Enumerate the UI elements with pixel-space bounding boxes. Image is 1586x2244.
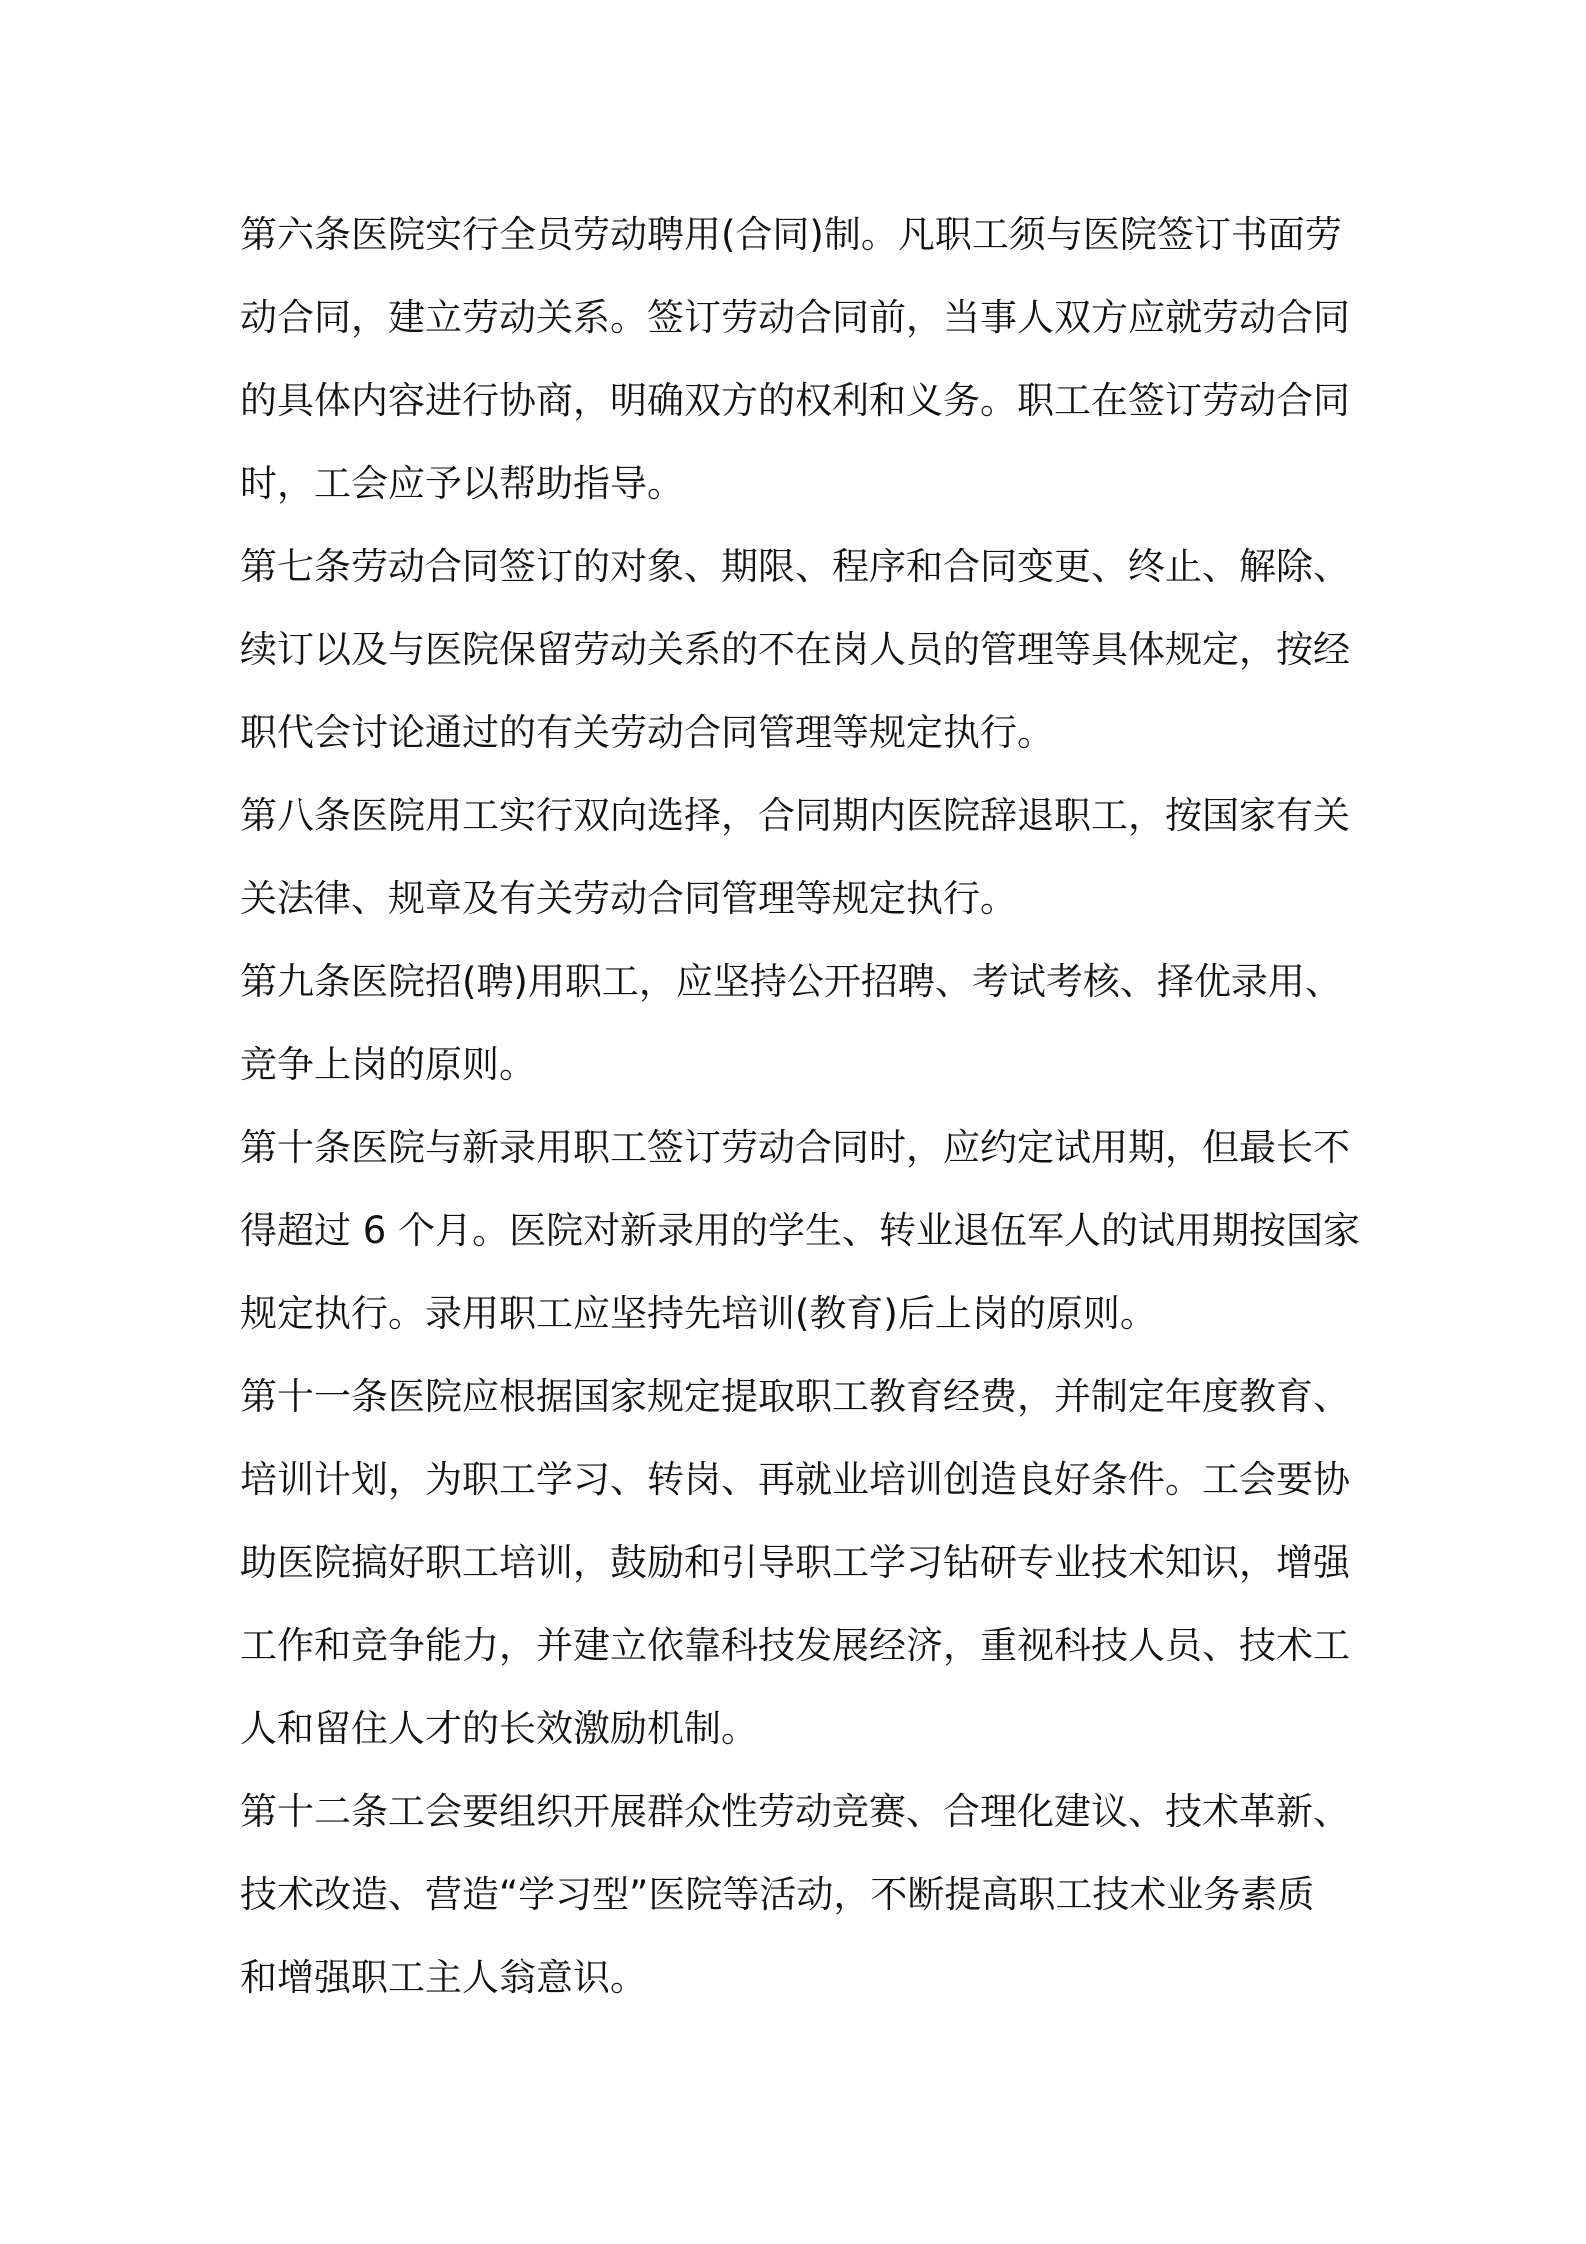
text-line: 关法律、规章及有关劳动合同管理等规定执行。 (240, 877, 1017, 920)
text-line: 工作和竞争能力，并建立依靠科技发展经济，重视科技人员、技术工 (240, 1624, 1350, 1667)
text-line: 续订以及与医院保留劳动关系的不在岗人员的管理等具体规定，按经 (240, 628, 1350, 671)
text-line: 技术改造、营造“学习型”医院等活动，不断提高职工技术业务素质 (240, 1873, 1315, 1916)
text-line: 的具体内容进行协商，明确双方的权利和义务。职工在签订劳动合同 (240, 379, 1350, 422)
text-line: 规定执行。录用职工应坚持先培训(教育)后上岗的原则。 (240, 1292, 1157, 1335)
document-body (240, 193, 1360, 2019)
text-line: 人和留住人才的长效激励机制。 (240, 1707, 758, 1750)
text-line: 竞争上岗的原则。 (240, 1043, 536, 1086)
text-line: 得超过 6 个月。医院对新录用的学生、转业退伍军人的试用期按国家 (240, 1209, 1360, 1252)
text-line: 职代会讨论通过的有关劳动合同管理等规定执行。 (240, 711, 1054, 754)
text-line: 第九条医院招(聘)用职工，应坚持公开招聘、考试考核、择优录用、 (240, 960, 1342, 1003)
text-line: 助医院搞好职工培训，鼓励和引导职工学习钻研专业技术知识，增强 (240, 1541, 1350, 1584)
text-line: 第十二条工会要组织开展群众性劳动竞赛、合理化建议、技术革新、 (240, 1790, 1350, 1833)
text-line: 第十条医院与新录用职工签订劳动合同时，应约定试用期，但最长不 (240, 1126, 1350, 1169)
text-line: 时，工会应予以帮助指导。 (240, 462, 684, 505)
text-line: 和增强职工主人翁意识。 (240, 1956, 647, 1999)
text-line: 第六条医院实行全员劳动聘用(合同)制。凡职工须与医院签订书面劳 (240, 213, 1342, 256)
text-line: 第十一条医院应根据国家规定提取职工教育经费，并制定年度教育、 (240, 1375, 1350, 1418)
text-line: 培训计划，为职工学习、转岗、再就业培训创造良好条件。工会要协 (240, 1458, 1350, 1501)
text-line: 动合同，建立劳动关系。签订劳动合同前，当事人双方应就劳动合同 (240, 296, 1350, 339)
text-line: 第七条劳动合同签订的对象、期限、程序和合同变更、终止、解除、 (240, 545, 1350, 588)
text-line: 第八条医院用工实行双向选择，合同期内医院辞退职工，按国家有关 (240, 794, 1350, 837)
